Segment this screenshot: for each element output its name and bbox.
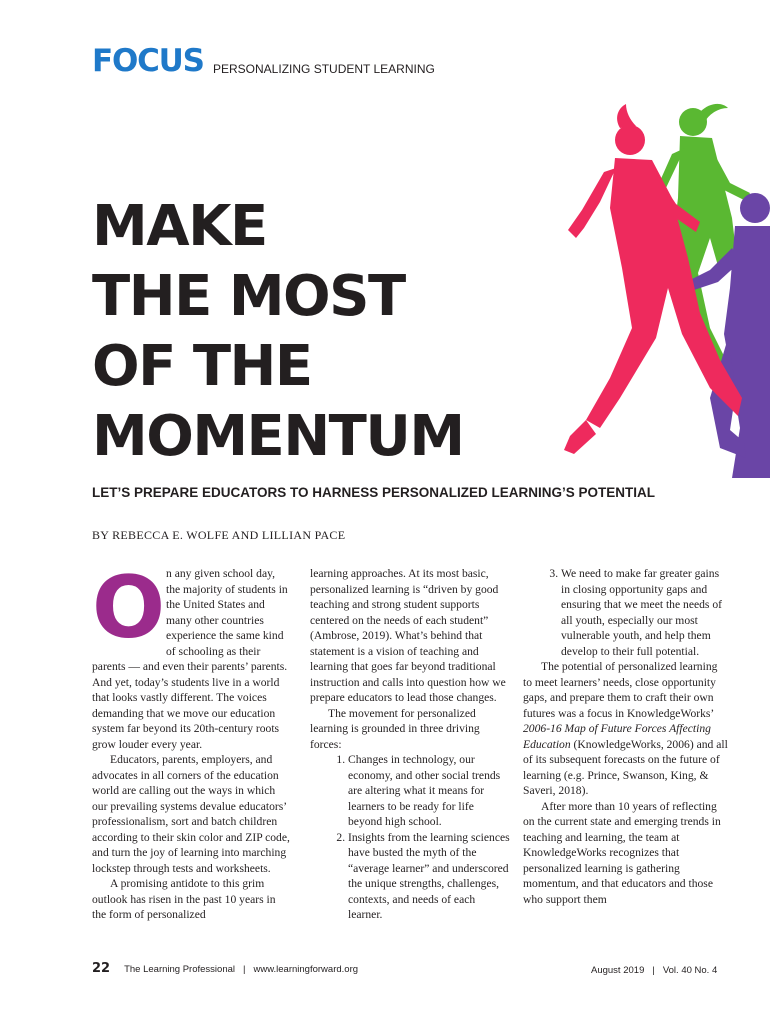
paragraph: Educators, parents, employers, and advocates in all corners of the education world are calling out the ways in which our prevailing systems devalue educators’ professionalism, sort and batch children according to their skin color and ZIP code, and turn the joy of learning into marching lockstep through tests and worksheets. — [92, 753, 290, 875]
paragraph — [523, 659, 728, 799]
footer-separator: | — [652, 965, 655, 976]
article-column-1 — [92, 558, 292, 923]
paragraph: n any given school day, the majority of students in the United States and many other countries experience the same kind of schooling as their parents — and even their parents’ parents. And yet, today’s students live in a world that looks vastly different. The voices demanding that we move our education system far beyond its 20th-century roots grow louder every year. — [92, 567, 288, 751]
report-title: 2006-16 Map of Future Forces Affecting Education — [523, 722, 711, 751]
list-item: 2. Insights from the learning sciences have busted the myth of the “average learner” and underscored the unique strengths, challenges, contexts, and needs of each learner. — [348, 830, 510, 923]
page-number: 22 — [92, 961, 111, 976]
list-item: 1. Changes in technology, our economy, and other social trends are altering what it means for learners to be ready for life beyond high school. — [348, 752, 510, 830]
article-column-3 — [523, 566, 728, 907]
paragraph: After more than 10 years of reflecting on the current state and emerging trends in teaching and learning, the team at KnowledgeWorks recognizes that personalized learning is gathering momentum, and that educators and those who support them — [523, 799, 721, 906]
title-line: OF THE — [92, 334, 312, 399]
footer-separator: | — [243, 964, 246, 975]
byline: BY REBECCA E. WOLFE AND LILLIAN PACE — [92, 528, 346, 542]
footer-left — [92, 961, 358, 976]
article-title — [92, 192, 464, 472]
section-label: PERSONALIZING STUDENT LEARNING — [213, 62, 435, 76]
driving-forces-list — [310, 752, 510, 923]
focus-logo: FOCUS — [92, 43, 204, 79]
website-link[interactable]: www.learningforward.org — [253, 964, 359, 975]
driving-forces-list-continued — [523, 566, 728, 659]
article-subtitle: LET’S PREPARE EDUCATORS TO HARNESS PERSONALIZED LEARNING’S POTENTIAL — [92, 485, 656, 500]
title-line: THE MOST — [92, 264, 405, 329]
list-item: 3. We need to make far greater gains in closing opportunity gaps and ensuring that we meet the needs of all youth, especially our most vulnerable youth, and help them develop to their full potential. — [561, 566, 728, 659]
drop-cap: O — [92, 558, 166, 658]
footer-right — [591, 965, 717, 976]
paragraph: The movement for personalized learning is grounded in three driving forces: — [310, 706, 480, 751]
issue-date: August 2019 — [591, 965, 645, 976]
runners-illustration — [560, 98, 770, 478]
title-line: MOMENTUM — [92, 404, 464, 469]
paragraph-text: The potential of personalized learning to meet learners’ needs, close opportunity gaps, and prepare them to craft their own futures was a focus in KnowledgeWorks’ — [523, 660, 718, 720]
title-line: MAKE — [92, 194, 267, 259]
issue-volume: Vol. 40 No. 4 — [662, 965, 718, 976]
paragraph: A promising antidote to this grim outlook has risen in the past 10 years in the form of personalized — [92, 877, 276, 921]
paragraph-text: (KnowledgeWorks, 2006) and all of its subsequent forecasts on the future of learning (e.g. Prince, Swanson, King, & Saveri, 2018). — [523, 737, 728, 797]
paragraph: learning approaches. At its most basic, personalized learning is “driven by good teaching and strong student supports centered on the needs of each student” (Ambrose, 2019). What’s behind that statement is a vision of teaching and learning that goes far beyond traditional instruction and calls into question how we prepare educators to lead those changes. — [310, 567, 506, 704]
publication-name: The Learning Professional — [124, 964, 235, 975]
article-column-2 — [310, 566, 510, 923]
